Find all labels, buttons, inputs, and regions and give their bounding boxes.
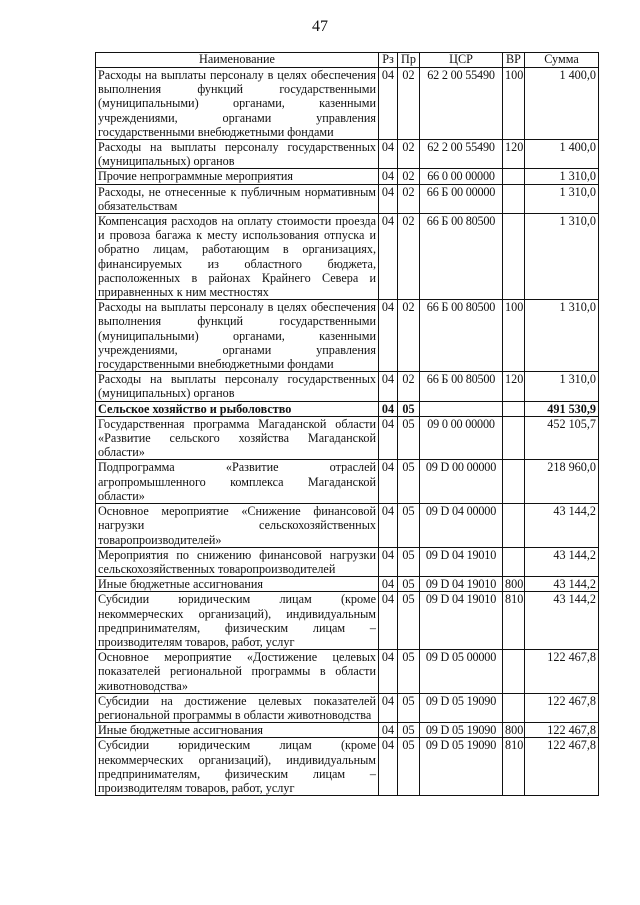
row-rz-cell: 04	[379, 68, 398, 140]
row-pr-cell: 05	[398, 547, 420, 576]
table-row	[96, 592, 599, 650]
table-row	[96, 504, 599, 548]
row-pr-cell: 05	[398, 650, 420, 694]
row-csr-cell: 66 Б 00 80500	[420, 214, 503, 300]
row-vr-cell: 800	[503, 577, 525, 592]
row-csr-cell: 09 D 05 19090	[420, 693, 503, 722]
header-rz: Рз	[379, 53, 398, 68]
row-vr-cell: 810	[503, 738, 525, 796]
table-row	[96, 547, 599, 576]
row-pr-cell: 05	[398, 416, 420, 460]
row-sum-cell: 43 144,2	[525, 577, 599, 592]
row-csr-cell: 62 2 00 55490	[420, 140, 503, 169]
row-sum-cell: 1 310,0	[525, 300, 599, 372]
table-body	[96, 68, 599, 796]
row-csr-cell: 66 Б 00 80500	[420, 300, 503, 372]
table-row	[96, 169, 599, 184]
row-pr-cell: 02	[398, 169, 420, 184]
row-sum-cell: 122 467,8	[525, 693, 599, 722]
row-csr-cell: 09 D 00 00000	[420, 460, 503, 504]
table-row	[96, 401, 599, 416]
header-csr: ЦСР	[420, 53, 503, 68]
row-rz-cell: 04	[379, 214, 398, 300]
row-rz-cell: 04	[379, 140, 398, 169]
row-name-cell: Прочие непрограммные мероприятия	[96, 169, 379, 184]
row-sum-cell: 43 144,2	[525, 504, 599, 548]
row-csr-cell: 62 2 00 55490	[420, 68, 503, 140]
table-row	[96, 184, 599, 213]
row-sum-cell: 452 105,7	[525, 416, 599, 460]
row-sum-cell: 122 467,8	[525, 738, 599, 796]
row-rz-cell: 04	[379, 693, 398, 722]
table-row	[96, 650, 599, 694]
row-rz-cell: 04	[379, 460, 398, 504]
row-rz-cell: 04	[379, 184, 398, 213]
row-rz-cell: 04	[379, 416, 398, 460]
row-sum-cell: 1 310,0	[525, 184, 599, 213]
row-csr-cell: 09 D 04 19010	[420, 592, 503, 650]
row-pr-cell: 02	[398, 372, 420, 401]
row-csr-cell: 09 D 05 19090	[420, 723, 503, 738]
row-sum-cell: 1 310,0	[525, 169, 599, 184]
row-csr-cell	[420, 401, 503, 416]
row-name-cell: Государственная программа Магаданской области «Развитие сельского хозяйства Магаданской области»	[96, 416, 379, 460]
table-row	[96, 416, 599, 460]
row-pr-cell: 05	[398, 693, 420, 722]
row-rz-cell: 04	[379, 401, 398, 416]
row-name-cell: Иные бюджетные ассигнования	[96, 577, 379, 592]
row-name-cell: Субсидии юридическим лицам (кроме некоммерческих организаций), индивидуальным предпринимателям, физическим лицам – производителям товаров, работ, услуг	[96, 738, 379, 796]
row-rz-cell: 04	[379, 577, 398, 592]
row-vr-cell	[503, 547, 525, 576]
row-vr-cell	[503, 401, 525, 416]
row-rz-cell: 04	[379, 504, 398, 548]
row-name-cell: Расходы на выплаты персоналу государственных (муниципальных) органов	[96, 140, 379, 169]
row-name-cell: Сельское хозяйство и рыболовство	[96, 401, 379, 416]
row-sum-cell: 122 467,8	[525, 723, 599, 738]
row-sum-cell: 1 400,0	[525, 140, 599, 169]
row-csr-cell: 66 0 00 00000	[420, 169, 503, 184]
table-row	[96, 140, 599, 169]
row-csr-cell: 09 D 05 19090	[420, 738, 503, 796]
row-name-cell: Основное мероприятие «Достижение целевых показателей региональной программы в области животноводства»	[96, 650, 379, 694]
row-sum-cell: 1 310,0	[525, 214, 599, 300]
table-header-row	[96, 53, 599, 68]
row-name-cell: Компенсация расходов на оплату стоимости проезда и провоза багажа к месту использования отпуска и обратно лицам, работающим в организациях, финансируемых из областного бюджета, расположенных в районах Крайнего Севера и приравненных к ним местностях	[96, 214, 379, 300]
row-name-cell: Иные бюджетные ассигнования	[96, 723, 379, 738]
row-pr-cell: 05	[398, 401, 420, 416]
table-row	[96, 372, 599, 401]
row-pr-cell: 05	[398, 723, 420, 738]
row-name-cell: Расходы на выплаты персоналу в целях обеспечения выполнения функций государственными (муниципальными) органами, казенными учреждениями, органами управления государственными внебюджетными фондами	[96, 68, 379, 140]
row-vr-cell	[503, 184, 525, 213]
row-rz-cell: 04	[379, 169, 398, 184]
row-pr-cell: 02	[398, 184, 420, 213]
row-sum-cell: 43 144,2	[525, 547, 599, 576]
row-vr-cell	[503, 650, 525, 694]
row-sum-cell: 1 400,0	[525, 68, 599, 140]
row-name-cell: Расходы на выплаты персоналу в целях обеспечения выполнения функций государственными (муниципальными) органами, казенными учреждениями, органами управления государственными внебюджетными фондами	[96, 300, 379, 372]
row-vr-cell	[503, 214, 525, 300]
row-vr-cell	[503, 460, 525, 504]
row-sum-cell: 491 530,9	[525, 401, 599, 416]
row-sum-cell: 122 467,8	[525, 650, 599, 694]
row-rz-cell: 04	[379, 592, 398, 650]
row-pr-cell: 05	[398, 592, 420, 650]
row-vr-cell: 120	[503, 372, 525, 401]
row-csr-cell: 66 Б 00 00000	[420, 184, 503, 213]
row-vr-cell: 100	[503, 68, 525, 140]
row-name-cell: Субсидии на достижение целевых показателей региональной программы в области животноводства	[96, 693, 379, 722]
row-name-cell: Мероприятия по снижению финансовой нагрузки сельскохозяйственных товаропроизводителей	[96, 547, 379, 576]
row-rz-cell: 04	[379, 372, 398, 401]
row-pr-cell: 02	[398, 140, 420, 169]
row-vr-cell	[503, 169, 525, 184]
header-vr: ВР	[503, 53, 525, 68]
row-csr-cell: 09 D 04 19010	[420, 547, 503, 576]
row-pr-cell: 05	[398, 460, 420, 504]
table-row	[96, 300, 599, 372]
row-vr-cell	[503, 504, 525, 548]
row-name-cell: Расходы на выплаты персоналу государственных (муниципальных) органов	[96, 372, 379, 401]
row-rz-cell: 04	[379, 738, 398, 796]
row-name-cell: Подпрограмма «Развитие отраслей агропромышленного комплекса Магаданской области»	[96, 460, 379, 504]
table-row	[96, 738, 599, 796]
row-csr-cell: 09 D 04 19010	[420, 577, 503, 592]
table-row	[96, 214, 599, 300]
row-pr-cell: 02	[398, 300, 420, 372]
page-number: 47	[312, 18, 328, 35]
row-csr-cell: 09 0 00 00000	[420, 416, 503, 460]
row-csr-cell: 66 Б 00 80500	[420, 372, 503, 401]
table-row	[96, 577, 599, 592]
table-row	[96, 68, 599, 140]
row-name-cell: Основное мероприятие «Снижение финансовой нагрузки сельскохозяйственных товаропроизводителей»	[96, 504, 379, 548]
budget-table	[95, 52, 599, 796]
row-sum-cell: 1 310,0	[525, 372, 599, 401]
table-row	[96, 723, 599, 738]
row-csr-cell: 09 D 04 00000	[420, 504, 503, 548]
header-pr: Пр	[398, 53, 420, 68]
row-rz-cell: 04	[379, 650, 398, 694]
row-vr-cell: 120	[503, 140, 525, 169]
row-rz-cell: 04	[379, 547, 398, 576]
row-pr-cell: 05	[398, 738, 420, 796]
row-sum-cell: 43 144,2	[525, 592, 599, 650]
row-pr-cell: 05	[398, 504, 420, 548]
row-pr-cell: 05	[398, 577, 420, 592]
row-rz-cell: 04	[379, 723, 398, 738]
row-sum-cell: 218 960,0	[525, 460, 599, 504]
table-row	[96, 693, 599, 722]
row-vr-cell	[503, 416, 525, 460]
row-name-cell: Расходы, не отнесенные к публичным нормативным обязательствам	[96, 184, 379, 213]
header-name: Наименование	[96, 53, 379, 68]
row-pr-cell: 02	[398, 214, 420, 300]
row-csr-cell: 09 D 05 00000	[420, 650, 503, 694]
row-rz-cell: 04	[379, 300, 398, 372]
row-vr-cell: 100	[503, 300, 525, 372]
row-pr-cell: 02	[398, 68, 420, 140]
row-vr-cell: 810	[503, 592, 525, 650]
row-vr-cell: 800	[503, 723, 525, 738]
row-name-cell: Субсидии юридическим лицам (кроме некоммерческих организаций), индивидуальным предпринимателям, физическим лицам – производителям товаров, работ, услуг	[96, 592, 379, 650]
row-vr-cell	[503, 693, 525, 722]
header-sum: Сумма	[525, 53, 599, 68]
table-row	[96, 460, 599, 504]
